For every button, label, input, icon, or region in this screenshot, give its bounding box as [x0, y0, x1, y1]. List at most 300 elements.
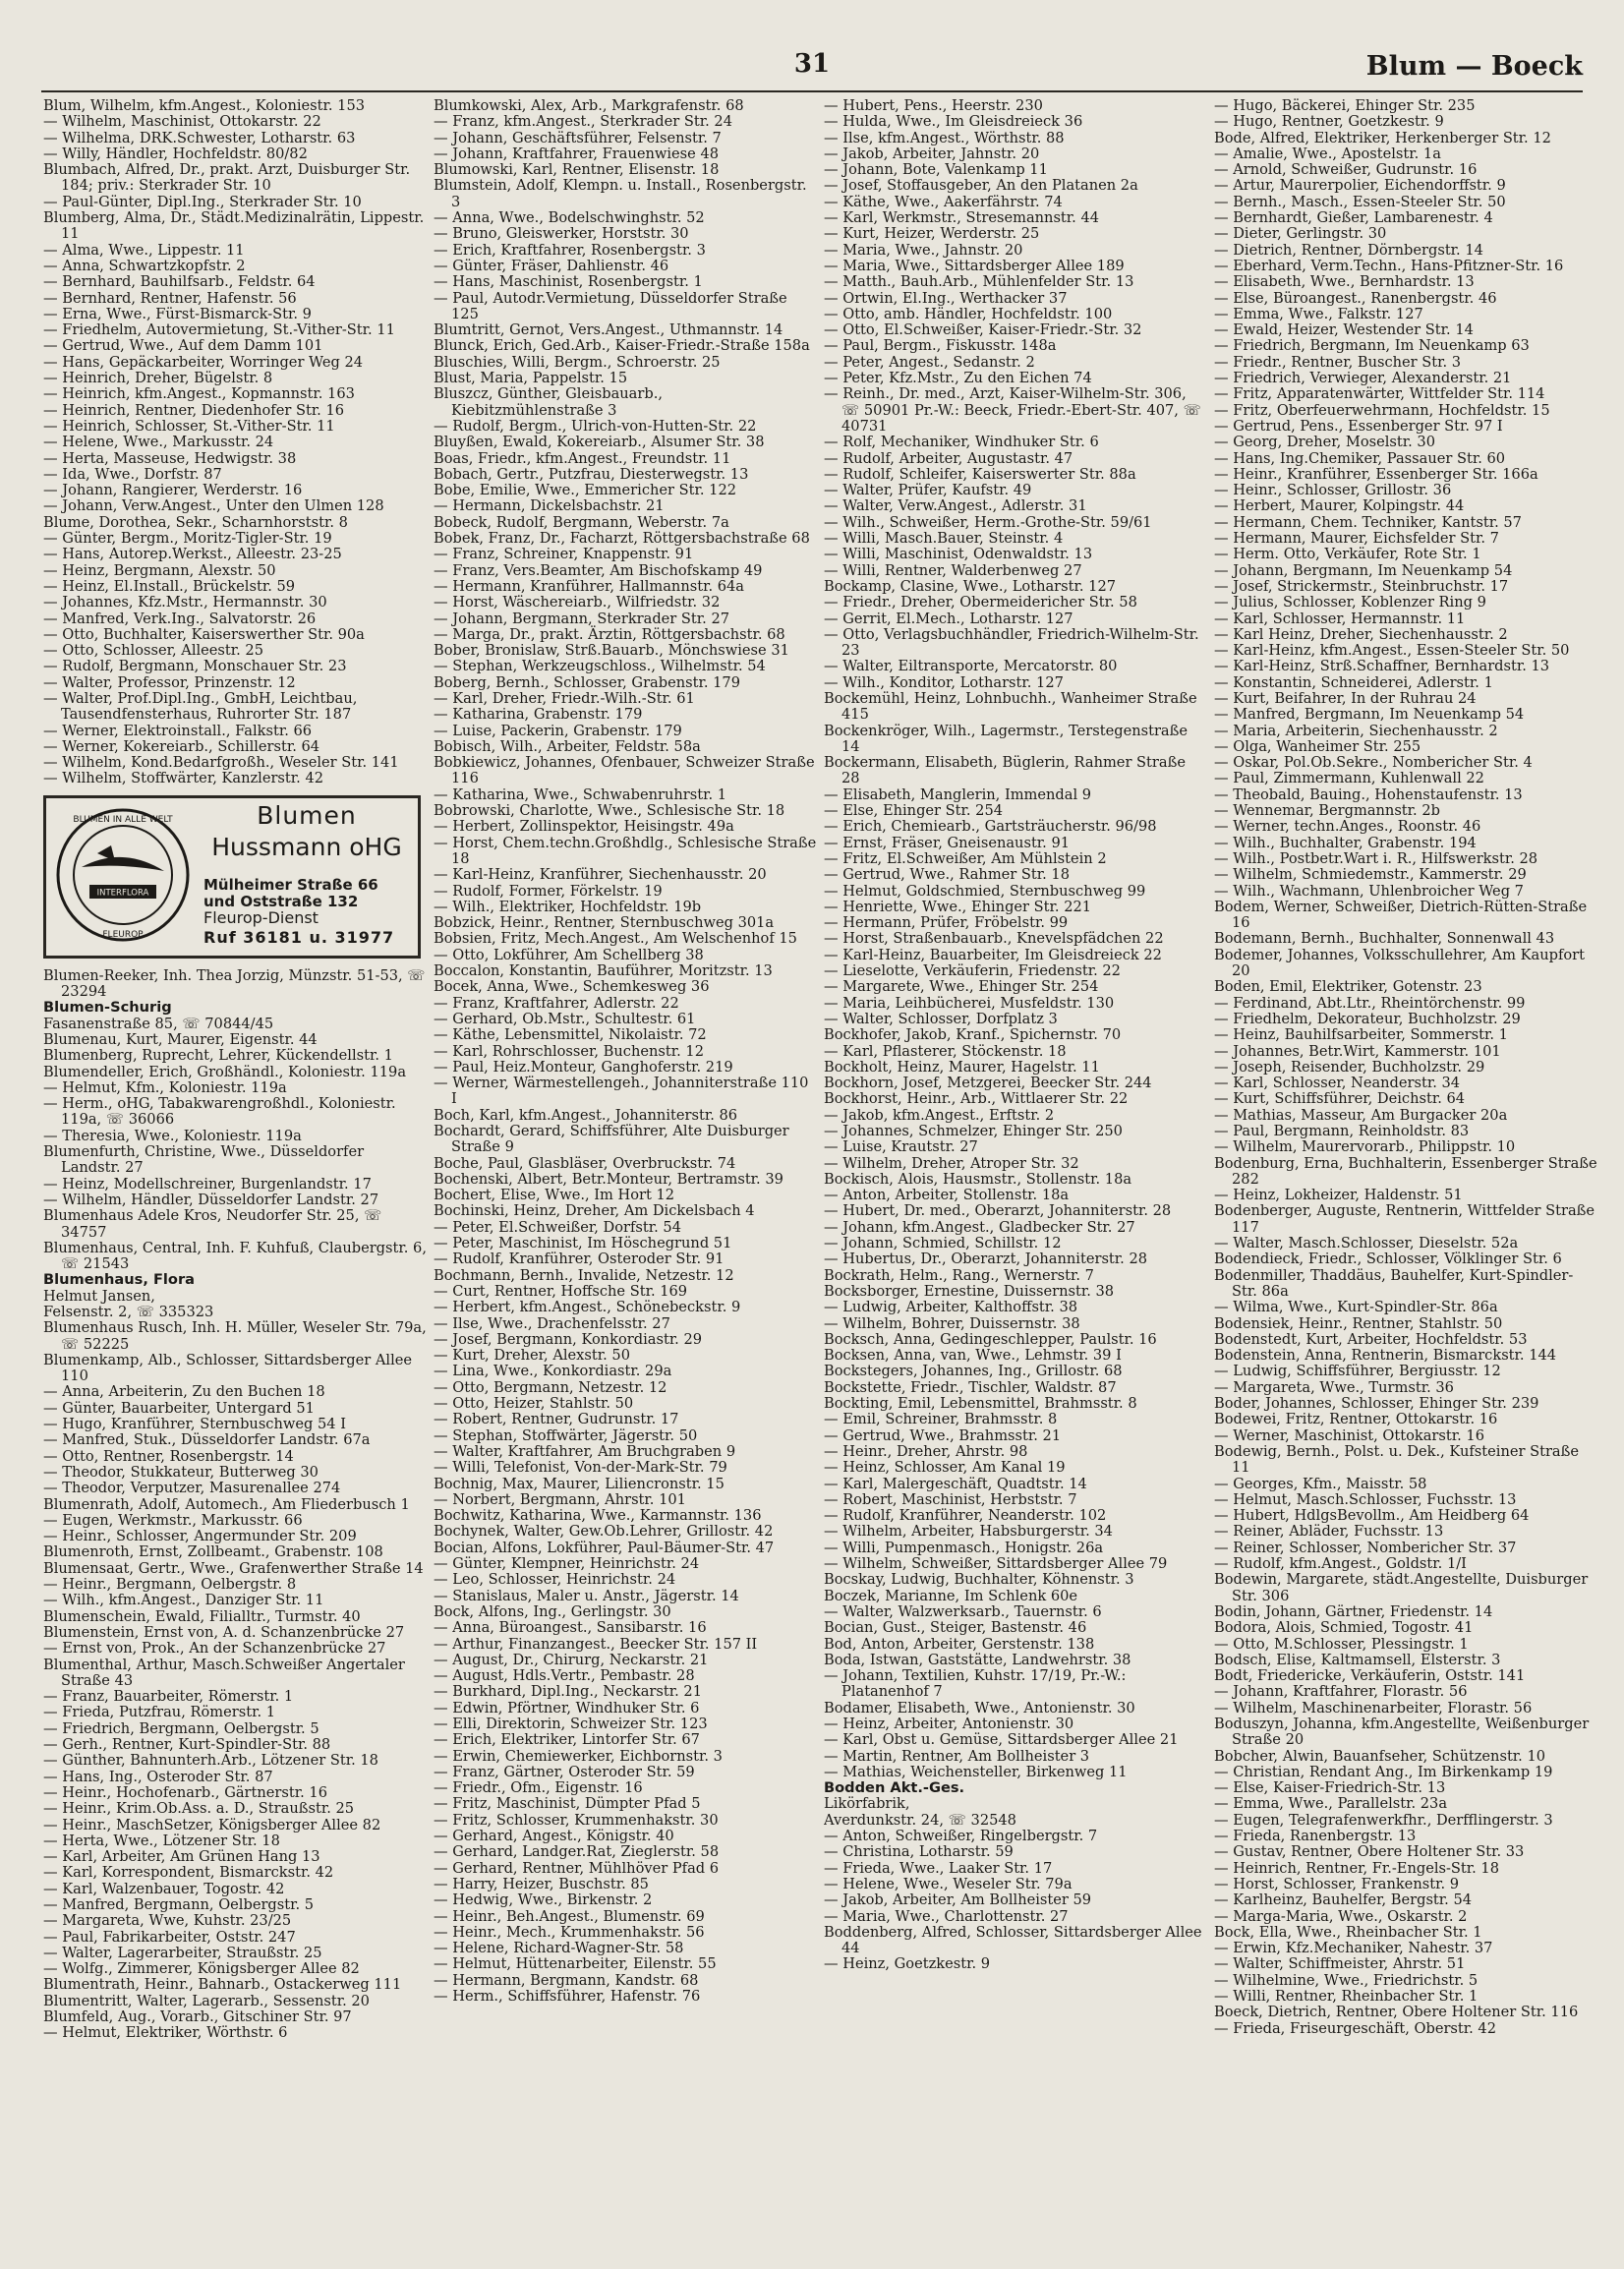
- ring-text: BLUMEN IN ALLE WELT: [73, 814, 173, 825]
- directory-entry: — Paul-Günter, Dipl.Ing., Sterkrader Str. 10: [43, 193, 362, 210]
- directory-entry: — Otto, Buchhalter, Kaiserswerther Str. 90a: [43, 625, 365, 643]
- directory-entry: Bluschies, Willi, Bergm., Schroerstr. 25: [434, 353, 721, 371]
- directory-entry: Blumenhaus, Flora: [43, 1271, 195, 1289]
- directory-entry: — Paul, Autodr.Vermietung, Düsseldorfer Straße 125: [434, 289, 787, 322]
- directory-entry: — Hulda, Wwe., Im Gleisdreieck 36: [824, 113, 1083, 131]
- directory-entry: — Franz, Vers.Beamter, Am Bischofskamp 49: [434, 561, 763, 579]
- directory-entry: — Hans, Ing.Chemiker, Passauer Str. 60: [1214, 449, 1506, 467]
- directory-entry: — Wilhelmine, Wwe., Friedrichstr. 5: [1214, 1971, 1479, 1989]
- directory-entry: — Walter, Lagerarbeiter, Straußstr. 25: [43, 1944, 322, 1961]
- directory-entry: Bochmann, Bernh., Invalide, Netzestr. 12: [434, 1266, 734, 1284]
- directory-entry: — Marga-Maria, Wwe., Oskarstr. 2: [1214, 1907, 1468, 1925]
- directory-entry: — Hermann, Prüfer, Fröbelstr. 99: [824, 914, 1069, 932]
- directory-entry: — Lina, Wwe., Konkordiastr. 29a: [434, 1363, 672, 1380]
- directory-entry: — Arthur, Finanzangest., Beecker Str. 157 II: [434, 1635, 758, 1653]
- directory-entry: — Gerhard, Angest., Königstr. 40: [434, 1828, 674, 1845]
- directory-entry: Bockstette, Friedr., Tischler, Waldstr. 87: [824, 1378, 1117, 1396]
- directory-entry: Bobeck, Rudolf, Bergmann, Weberstr. 7a: [434, 513, 729, 531]
- directory-entry: Blunck, Erich, Ged.Arb., Kaiser-Friedr.-Straße 158a: [434, 337, 810, 355]
- directory-entry: — Heinz, El.Install., Brückelstr. 59: [43, 577, 296, 595]
- directory-entry: — Robert, Rentner, Gudrunstr. 17: [434, 1411, 679, 1428]
- directory-entry: — Hermann, Bergmann, Kandstr. 68: [434, 1971, 699, 1989]
- directory-entry: — Karl, Korrespondent, Bismarckstr. 42: [43, 1864, 334, 1882]
- directory-entry: — Karl, Dreher, Friedr.-Wilh.-Str. 61: [434, 689, 695, 707]
- directory-entry: — Eberhard, Verm.Techn., Hans-Pfitzner-Str. 16: [1214, 257, 1564, 274]
- directory-entry: — Curt, Rentner, Hoffsche Str. 169: [434, 1282, 688, 1300]
- directory-entry: — Karl, Schlosser, Hermannstr. 11: [1214, 610, 1466, 627]
- directory-entry: — Herbert, kfm.Angest., Schönebeckstr. 9: [434, 1299, 741, 1316]
- directory-entry: Bocek, Anna, Wwe., Schemkesweg 36: [434, 978, 710, 996]
- directory-entry: Fasanenstraße 85, ☏ 70844/45: [43, 1015, 274, 1032]
- directory-entry: — Rudolf, Kranführer, Osteroder Str. 91: [434, 1251, 725, 1268]
- directory-entry: — Katharina, Wwe., Schwabenruhrstr. 1: [434, 785, 727, 803]
- directory-entry: Blumentritt, Walter, Lagerarb., Sessenstr. 20: [43, 1992, 370, 2009]
- directory-entry: Boche, Paul, Glasbläser, Overbruckstr. 74: [434, 1154, 736, 1172]
- directory-entry: — Karl Heinz, Dreher, Siechenhausstr. 2: [1214, 625, 1508, 643]
- column-2: [434, 98, 817, 2256]
- directory-entry: Bodemann, Bernh., Buchhalter, Sonnenwall 43: [1214, 930, 1555, 948]
- directory-entry: — Heinr., Schlosser, Angermunder Str. 209: [43, 1528, 357, 1545]
- directory-entry: — Johann, Textilien, Kuhstr. 17/19, Pr.-W.: Platanenhof 7: [824, 1667, 1127, 1701]
- directory-entry: — Walter, Verw.Angest., Adlerstr. 31: [824, 497, 1087, 515]
- advert-service: Fleurop-Dienst: [203, 907, 319, 927]
- directory-entry: — Theodor, Stukkateur, Butterweg 30: [43, 1463, 319, 1481]
- directory-entry: Bocksch, Anna, Gedingeschlepper, Paulstr. 16: [824, 1330, 1157, 1348]
- directory-entry: — Erwin, Chemiewerker, Eichbornstr. 3: [434, 1747, 723, 1765]
- directory-entry: Blumenau, Kurt, Maurer, Eigenstr. 44: [43, 1030, 318, 1048]
- directory-entry: Bobach, Gertr., Putzfrau, Diesterwegstr. 13: [434, 465, 749, 483]
- directory-entry: — Karl, Malergeschäft, Quadtstr. 14: [824, 1475, 1087, 1492]
- directory-entry: Bocksborger, Ernestine, Duissernstr. 38: [824, 1282, 1115, 1300]
- directory-entry: — Reinh., Dr. med., Arzt, Kaiser-Wilhelm-Str. 306, ☏ 50901 Pr.-W.: Beeck, Friedr.-Ebert-Str. 407, ☏ 40731: [824, 385, 1201, 435]
- directory-entry: — Margarete, Wwe., Ehinger Str. 254: [824, 978, 1099, 996]
- directory-entry: — Luise, Krautstr. 27: [824, 1138, 978, 1156]
- directory-entry: — Franz, Kraftfahrer, Adlerstr. 22: [434, 994, 679, 1012]
- directory-entry: — Helene, Wwe., Markusstr. 24: [43, 434, 274, 451]
- ring-bottom-text: FLEUROP: [102, 929, 144, 940]
- directory-entry: — Willi, Pumpenmasch., Honigstr. 26a: [824, 1539, 1104, 1556]
- directory-entry: — Maria, Wwe., Jahnstr. 20: [824, 241, 1023, 259]
- directory-entry: — Gertrud, Wwe., Rahmer Str. 18: [824, 866, 1071, 884]
- directory-entry: Boddenberg, Alfred, Schlosser, Sittardsberger Allee 44: [824, 1923, 1202, 1957]
- column-4: [1214, 98, 1597, 2256]
- directory-entry: — Ludwig, Schiffsführer, Bergiusstr. 12: [1214, 1363, 1501, 1380]
- directory-entry: Blumen-Schurig: [43, 999, 172, 1017]
- directory-entry: — Leo, Schlosser, Heinrichstr. 24: [434, 1571, 676, 1589]
- directory-entry: — Paul, Zimmermann, Kuhlenwall 22: [1214, 770, 1484, 787]
- directory-entry: — Wilhelm, Schweißer, Sittardsberger Allee 79: [824, 1555, 1168, 1573]
- directory-entry: — Christina, Lotharstr. 59: [824, 1843, 1014, 1861]
- directory-entry: — Heinz, Bergmann, Alexstr. 50: [43, 561, 276, 579]
- directory-entry: — Wilhelm, Arbeiter, Habsburgerstr. 34: [824, 1523, 1113, 1541]
- directory-entry: — Friedr., Dreher, Obermeidericher Str. 58: [824, 594, 1137, 611]
- directory-entry: — Gerhard, Rentner, Mühlhöver Pfad 6: [434, 1859, 720, 1877]
- directory-entry: — Heinr., Dreher, Ahrstr. 98: [824, 1442, 1028, 1460]
- directory-entry: — Hedwig, Wwe., Birkenstr. 2: [434, 1891, 653, 1909]
- directory-entry: — Johann, Bergmann, Sterkrader Str. 27: [434, 610, 730, 627]
- directory-entry: — Erich, Elektriker, Lintorfer Str. 67: [434, 1731, 700, 1749]
- directory-entry: — Heinr., Hochofenarb., Gärtnerstr. 16: [43, 1783, 327, 1801]
- directory-entry: — Franz, Bauarbeiter, Römerstr. 1: [43, 1688, 294, 1706]
- directory-entry: Bobrowski, Charlotte, Wwe., Schlesische Str. 18: [434, 802, 785, 820]
- directory-entry: — Käthe, Wwe., Aakerfährstr. 74: [824, 193, 1063, 210]
- directory-entry: Boccalon, Konstantin, Bauführer, Moritzstr. 13: [434, 962, 773, 980]
- directory-entry: — Ernst, Fräser, Gneisenaustr. 91: [824, 834, 1071, 851]
- directory-entry: — August, Hdls.Vertr., Pembastr. 28: [434, 1667, 695, 1685]
- directory-entry: Bochardt, Gerard, Schiffsführer, Alte Duisburger Straße 9: [434, 1123, 789, 1156]
- directory-entry: — Gerh., Rentner, Kurt-Spindler-Str. 88: [43, 1736, 331, 1754]
- directory-entry: — Eugen, Telegrafenwerkfhr., Derfflingerstr. 3: [1214, 1811, 1553, 1829]
- advert-name-2: Hussmann oHG: [211, 832, 402, 861]
- directory-entry: — Karl, Schlosser, Neanderstr. 34: [1214, 1075, 1461, 1092]
- directory-entry: — Peter, Maschinist, Im Höschegrund 51: [434, 1235, 732, 1252]
- directory-entry: — Karl, Obst u. Gemüse, Sittardsberger Allee 21: [824, 1731, 1179, 1749]
- directory-entry: Bockstegers, Johannes, Ing., Grillostr. 68: [824, 1363, 1123, 1380]
- directory-entry: — Mathias, Weichensteller, Birkenweg 11: [824, 1763, 1128, 1780]
- directory-entry: Bodem, Werner, Schweißer, Dietrich-Rütten-Straße 16: [1214, 898, 1588, 932]
- directory-entry: — Peter, El.Schweißer, Dorfstr. 54: [434, 1218, 681, 1236]
- directory-entry: — Heinrich, Dreher, Bügelstr. 8: [43, 370, 273, 387]
- directory-entry: Bode, Alfred, Elektriker, Herkenberger Str. 12: [1214, 129, 1551, 146]
- directory-entry: — Rudolf, Schleifer, Kaiserswerter Str. 88a: [824, 465, 1136, 483]
- directory-entry: — Hubertus, Dr., Oberarzt, Johanniterstr. 28: [824, 1251, 1148, 1268]
- directory-entry: — Heinz, Goetzkestr. 9: [824, 1955, 991, 1973]
- directory-entry: Blum, Wilhelm, kfm.Angest., Koloniestr. 153: [43, 98, 366, 114]
- directory-entry: — Werner, techn.Anges., Roonstr. 46: [1214, 818, 1481, 836]
- directory-entry: — Reiner, Abläder, Fuchsstr. 13: [1214, 1523, 1444, 1541]
- directory-entry: — Else, Büroangest., Ranenbergstr. 46: [1214, 289, 1497, 307]
- directory-entry: — Hermann, Kranführer, Hallmannstr. 64a: [434, 577, 745, 595]
- directory-entry: Bockhofer, Jakob, Kranf., Spichernstr. 70: [824, 1026, 1122, 1044]
- directory-entry: Bockholt, Heinz, Maurer, Hagelstr. 11: [824, 1058, 1100, 1076]
- directory-entry: Boder, Johannes, Schlosser, Ehinger Str. 239: [1214, 1395, 1539, 1413]
- directory-entry: Boberg, Bernh., Schlosser, Grabenstr. 179: [434, 673, 740, 691]
- directory-entry: — Reiner, Schlosser, Nombericher Str. 37: [1214, 1539, 1517, 1556]
- directory-entry: Bluyßen, Ewald, Kokereiarb., Alsumer Str. 38: [434, 434, 765, 451]
- directory-entry: — Ludwig, Arbeiter, Kalthoffstr. 38: [824, 1299, 1078, 1316]
- florist-advertisement: [43, 795, 421, 959]
- directory-entry: — Manfred, Stuk., Düsseldorfer Landstr. 67a: [43, 1431, 371, 1449]
- directory-entry: — Ilse, Wwe., Drachenfelsstr. 27: [434, 1314, 670, 1332]
- directory-entry: — Paul, Bergmann, Reinholdstr. 83: [1214, 1123, 1470, 1139]
- directory-entry: — Hubert, HdlgsBevollm., Am Heidberg 64: [1214, 1507, 1530, 1525]
- directory-entry: — Paul, Heiz.Monteur, Ganghoferstr. 219: [434, 1058, 733, 1076]
- directory-entry: — Johann, Geschäftsführer, Felsenstr. 7: [434, 129, 722, 146]
- directory-entry: Blumenrath, Adolf, Automech., Am Fliederbusch 1: [43, 1495, 410, 1513]
- directory-entry: — Wilh., Elektriker, Hochfeldstr. 19b: [434, 898, 702, 915]
- directory-entry: — Werner, Elektroinstall., Falkstr. 66: [43, 722, 313, 739]
- directory-entry: — Bruno, Gleiswerker, Horststr. 30: [434, 225, 689, 243]
- directory-entry: Bobek, Franz, Dr., Facharzt, Röttgersbachstraße 68: [434, 530, 810, 548]
- directory-entry: Bochwitz, Katharina, Wwe., Karmannstr. 136: [434, 1507, 762, 1525]
- directory-entry: Bocskay, Ludwig, Buchhalter, Köhnenstr. 3: [824, 1571, 1134, 1589]
- directory-entry: — Bernhard, Bauhilfsarb., Feldstr. 64: [43, 273, 316, 291]
- directory-entry: — Wilhelm, Maschinenarbeiter, Florastr. 56: [1214, 1699, 1533, 1716]
- directory-entry: — Dieter, Gerlingstr. 30: [1214, 225, 1387, 243]
- directory-entry: — Rolf, Mechaniker, Windhuker Str. 6: [824, 434, 1099, 451]
- directory-entry: — Johannes, Betr.Wirt, Kammerstr. 101: [1214, 1042, 1501, 1060]
- directory-entry: — Helmut, Masch.Schlosser, Fuchsstr. 13: [1214, 1490, 1517, 1508]
- directory-entry: Bluszcz, Günther, Gleisbauarb., Kiebitzmühlenstraße 3: [434, 385, 663, 419]
- directory-entry: — Werner, Wärmestellengeh., Johanniterstraße 110 I: [434, 1075, 809, 1108]
- directory-entry: — Bernh., Masch., Essen-Steeler Str. 50: [1214, 193, 1506, 210]
- directory-entry: — Günter, Fräser, Dahlienstr. 46: [434, 257, 669, 274]
- directory-entry: Blumbach, Alfred, Dr., prakt. Arzt, Duisburger Str. 184; priv.: Sterkrader Str. 10: [43, 161, 411, 195]
- directory-entry: Blumenroth, Ernst, Zollbeamt., Grabenstr. 108: [43, 1543, 383, 1561]
- directory-entry: — Ewald, Heizer, Westender Str. 14: [1214, 321, 1474, 339]
- directory-entry: — Werner, Maschinist, Ottokarstr. 16: [1214, 1426, 1484, 1444]
- directory-entry: Blumfeld, Aug., Vorarb., Gitschiner Str. 97: [43, 2008, 352, 2026]
- directory-entry: — Maria, Arbeiterin, Siechenhausstr. 2: [1214, 722, 1498, 739]
- directory-entry: — Bernhardt, Gießer, Lambarenestr. 4: [1214, 209, 1493, 227]
- directory-entry: — Otto, M.Schlosser, Plessingstr. 1: [1214, 1635, 1469, 1653]
- directory-entry: — Otto, El.Schweißer, Kaiser-Friedr.-Str. 32: [824, 321, 1142, 339]
- directory-entry: — Fritz, El.Schweißer, Am Mühlstein 2: [824, 849, 1107, 867]
- directory-entry: — Paul, Fabrikarbeiter, Oststr. 247: [43, 1928, 296, 1946]
- directory-entry: — Jakob, Arbeiter, Jahnstr. 20: [824, 145, 1040, 162]
- directory-entry: — Hans, Autorep.Werkst., Alleestr. 23-25: [43, 546, 342, 563]
- directory-entry: Bockisch, Alois, Hausmstr., Stollenstr. 18a: [824, 1170, 1132, 1188]
- directory-entry: — Eugen, Werkmstr., Markusstr. 66: [43, 1511, 303, 1529]
- directory-entry: — Hubert, Pens., Heerstr. 230: [824, 98, 1043, 114]
- directory-entry: — Jakob, Arbeiter, Am Bollheister 59: [824, 1891, 1092, 1909]
- directory-entry: Bodenstedt, Kurt, Arbeiter, Hochfeldstr. 53: [1214, 1330, 1528, 1348]
- directory-entry: Bochenski, Albert, Betr.Monteur, Bertramstr. 39: [434, 1170, 783, 1188]
- directory-entry: — Katharina, Grabenstr. 179: [434, 706, 643, 724]
- directory-entry: — Karl, Arbeiter, Am Grünen Hang 13: [43, 1848, 320, 1866]
- directory-entry: — Karl, Walzenbauer, Togostr. 42: [43, 1880, 285, 1897]
- column-1: [43, 98, 427, 2256]
- directory-entry: — Manfred, Bergmann, Im Neuenkamp 54: [1214, 706, 1525, 724]
- directory-entry: — Karlheinz, Bauhelfer, Bergstr. 54: [1214, 1891, 1473, 1909]
- directory-entry: — Herta, Wwe., Lötzener Str. 18: [43, 1832, 280, 1849]
- advert-phone: Ruf 36181 u. 31977: [203, 927, 395, 947]
- header-rule: [41, 90, 1583, 92]
- directory-entry: — Wilhelm, Bohrer, Duissernstr. 38: [824, 1314, 1080, 1332]
- directory-entry: Bodensiek, Heinr., Rentner, Stahlstr. 50: [1214, 1314, 1503, 1332]
- directory-entry: — Elli, Direktorin, Schweizer Str. 123: [434, 1715, 708, 1732]
- directory-entry: — Bernhard, Rentner, Hafenstr. 56: [43, 289, 297, 307]
- directory-entry: — Wilma, Wwe., Kurt-Spindler-Str. 86a: [1214, 1299, 1498, 1316]
- directory-entry: — Herm. Otto, Verkäufer, Rote Str. 1: [1214, 546, 1481, 563]
- directory-entry: Bodewig, Bernh., Polst. u. Dek., Kufsteiner Straße 11: [1214, 1442, 1580, 1477]
- directory-entry: — Ortwin, El.Ing., Werthacker 37: [824, 289, 1068, 307]
- directory-entry: Blumkowski, Alex, Arb., Markgrafenstr. 68: [434, 98, 744, 114]
- directory-entry: — Helmut, Elektriker, Wörthstr. 6: [43, 2024, 288, 2042]
- directory-entry: — Karl-Heinz, kfm.Angest., Essen-Steeler Str. 50: [1214, 642, 1570, 660]
- directory-entry: — Willi, Telefonist, Von-der-Mark-Str. 79: [434, 1459, 727, 1477]
- directory-entry: — Burkhard, Dipl.Ing., Neckarstr. 21: [434, 1683, 702, 1701]
- directory-entry: — Wilh., Buchhalter, Grabenstr. 194: [1214, 834, 1477, 851]
- directory-entry: — Wilh., kfm.Angest., Danziger Str. 11: [43, 1592, 324, 1609]
- directory-entry: Bobkiewicz, Johannes, Ofenbauer, Schweizer Straße 116: [434, 754, 815, 787]
- directory-entry: Bockemühl, Heinz, Lohnbuchh., Wanheimer Straße 415: [824, 689, 1197, 724]
- directory-entry: — Franz, Schreiner, Knappenstr. 91: [434, 546, 694, 563]
- directory-entry: — Else, Kaiser-Friedrich-Str. 13: [1214, 1779, 1446, 1797]
- directory-entry: — Johannes, Schmelzer, Ehinger Str. 250: [824, 1123, 1123, 1139]
- directory-entry: Blumowski, Karl, Rentner, Elisenstr. 18: [434, 161, 720, 179]
- directory-entry: — Oskar, Pol.Ob.Sekre., Nombericher Str. 4: [1214, 754, 1533, 772]
- directory-entry: — Horst, Schlosser, Frankenstr. 9: [1214, 1875, 1460, 1892]
- directory-entry: — Josef, Strickermstr., Steinbruchstr. 17: [1214, 577, 1509, 595]
- directory-entry: — Otto, Schlosser, Alleestr. 25: [43, 642, 263, 660]
- directory-entry: Bockenkröger, Wilh., Lagermstr., Terstegenstraße 14: [824, 722, 1189, 755]
- directory-entry: — Wilhelm, Maurervorarb., Philippstr. 10: [1214, 1138, 1516, 1156]
- directory-entry: Boeck, Dietrich, Rentner, Obere Holtener Str. 116: [1214, 2004, 1579, 2021]
- advert-name-1: Blumen: [257, 800, 357, 830]
- directory-entry: — Theresia, Wwe., Koloniestr. 119a: [43, 1127, 302, 1144]
- directory-entry: — Walter, Prüfer, Kaufstr. 49: [824, 482, 1032, 499]
- directory-entry: Boch, Karl, kfm.Angest., Johanniterstr. 86: [434, 1106, 738, 1124]
- directory-entry: — Herbert, Zollinspektor, Heisingstr. 49a: [434, 818, 734, 836]
- directory-entry: — Kurt, Beifahrer, In der Ruhrau 24: [1214, 689, 1477, 707]
- directory-entry: — Rudolf, Arbeiter, Augustastr. 47: [824, 449, 1073, 467]
- directory-entry: — Ida, Wwe., Dorfstr. 87: [43, 465, 222, 483]
- directory-entry: — Heinz, Bauhilfsarbeiter, Sommerstr. 1: [1214, 1026, 1508, 1044]
- directory-entry: — Heinr., Krim.Ob.Ass. a. D., Straußstr. 25: [43, 1800, 355, 1818]
- directory-entry: — Anna, Wwe., Bodelschwinghstr. 52: [434, 209, 705, 227]
- directory-entry: — Horst, Wäschereiarb., Wilfriedstr. 32: [434, 594, 721, 611]
- directory-entry: — Hermann, Maurer, Eichsfelder Str. 7: [1214, 530, 1499, 548]
- directory-entry: Bochert, Elise, Wwe., Im Hort 12: [434, 1187, 675, 1204]
- column-3: [824, 98, 1207, 2256]
- directory-entry: — Olga, Wanheimer Str. 255: [1214, 737, 1421, 755]
- directory-entry: — Elisabeth, Manglerin, Immendal 9: [824, 785, 1092, 803]
- directory-entry: Boduszyn, Johanna, kfm.Angestellte, Weißenburger Straße 20: [1214, 1715, 1590, 1749]
- directory-entry: Bodewei, Fritz, Rentner, Ottokarstr. 16: [1214, 1411, 1498, 1428]
- directory-entry: — Erwin, Kfz.Mechaniker, Nahestr. 37: [1214, 1940, 1493, 1957]
- directory-entry: — Christian, Rendant Ang., Im Birkenkamp 19: [1214, 1763, 1553, 1780]
- directory-entry: — Gerhard, Ob.Mstr., Schultestr. 61: [434, 1010, 696, 1027]
- directory-entry: — Norbert, Bergmann, Ahrstr. 101: [434, 1490, 686, 1508]
- directory-entry: Helmut Jansen,: [43, 1287, 155, 1305]
- directory-entry: — Erich, Kraftfahrer, Rosenbergstr. 3: [434, 241, 706, 259]
- directory-entry: Felsenstr. 2, ☏ 335323: [43, 1304, 214, 1320]
- directory-entry: — Stanislaus, Maler u. Anstr., Jägerstr. 14: [434, 1587, 739, 1604]
- directory-entry: Bodora, Alois, Schmied, Togostr. 41: [1214, 1619, 1474, 1637]
- directory-entry: — Friedrich, Bergmann, Im Neuenkamp 63: [1214, 337, 1530, 355]
- directory-entry: — Herm., Schiffsführer, Hafenstr. 76: [434, 1988, 701, 2006]
- directory-entry: — Stephan, Werkzeugschloss., Wilhelmstr. 54: [434, 658, 766, 675]
- directory-entry: — Willi, Maschinist, Odenwaldstr. 13: [824, 546, 1093, 563]
- directory-entry: — Rudolf, Bergm., Ulrich-von-Hutten-Str. 22: [434, 417, 757, 435]
- directory-entry: — Fritz, Schlosser, Krummenhakstr. 30: [434, 1811, 719, 1829]
- directory-entry: — Günter, Bergm., Moritz-Tigler-Str. 19: [43, 530, 332, 548]
- directory-entry: — Helmut, Kfm., Koloniestr. 119a: [43, 1078, 287, 1096]
- directory-entry: — Dietrich, Rentner, Dörnbergstr. 14: [1214, 241, 1483, 259]
- directory-entry: — Karl-Heinz, Kranführer, Siechenhausstr. 20: [434, 866, 767, 884]
- directory-entry: — Hermann, Chem. Techniker, Kantstr. 57: [1214, 513, 1522, 531]
- directory-entry: Blumenthal, Arthur, Masch.Schweißer Angertaler Straße 43: [43, 1656, 405, 1689]
- directory-entry: — Else, Ehinger Str. 254: [824, 802, 1004, 820]
- directory-entry: — Wilhelm, Händler, Düsseldorfer Landstr. 27: [43, 1191, 379, 1208]
- directory-entry: — Luise, Packerin, Grabenstr. 179: [434, 722, 682, 739]
- directory-entry: — Wilhelm, Kond.Bedarfgroßh., Weseler Str. 141: [43, 754, 399, 772]
- directory-entry: — Karl, Werkmstr., Stresemannstr. 44: [824, 209, 1100, 227]
- directory-entry: — Hans, Maschinist, Rosenbergstr. 1: [434, 273, 703, 291]
- directory-entry: Bochnig, Max, Maurer, Liliencronstr. 15: [434, 1475, 725, 1492]
- directory-entry: — Wilhelm, Maschinist, Ottokarstr. 22: [43, 113, 321, 131]
- directory-entry: Bodenberger, Auguste, Rentnerin, Wittfelder Straße 117: [1214, 1202, 1595, 1236]
- directory-entry: — Friedr., Ofm., Eigenstr. 16: [434, 1779, 643, 1797]
- directory-entry: Blumenstein, Ernst von, A. d. Schanzenbrücke 27: [43, 1623, 405, 1641]
- directory-entry: Bockting, Emil, Lebensmittel, Brahmsstr. 8: [824, 1395, 1137, 1413]
- directory-entry: — Karl-Heinz, Strß.Schaffner, Bernhardstr. 13: [1214, 658, 1550, 675]
- directory-entry: — Maria, Wwe., Sittardsberger Allee 189: [824, 257, 1125, 274]
- directory-entry: Bochinski, Heinz, Dreher, Am Dickelsbach 4: [434, 1202, 755, 1220]
- directory-entry: — Heinz, Arbeiter, Antonienstr. 30: [824, 1715, 1074, 1732]
- directory-entry: Bocian, Alfons, Lokführer, Paul-Bäumer-Str. 47: [434, 1539, 775, 1556]
- directory-entry: — Joseph, Reisender, Buchholzstr. 29: [1214, 1058, 1485, 1076]
- directory-entry: Blumenfurth, Christine, Wwe., Düsseldorfer Landstr. 27: [43, 1143, 365, 1177]
- directory-entry: — Erich, Chemiearb., Gartsträucherstr. 96/98: [824, 818, 1157, 836]
- directory-entry: — Horst, Chem.techn.Großhdlg., Schlesische Straße 18: [434, 834, 817, 867]
- directory-entry: — Hermann, Dickelsbachstr. 21: [434, 497, 665, 515]
- directory-entry: — Frieda, Putzfrau, Römerstr. 1: [43, 1704, 276, 1721]
- directory-entry: — Kurt, Dreher, Alexstr. 50: [434, 1347, 630, 1365]
- directory-entry: — Heinr., Beh.Angest., Blumenstr. 69: [434, 1907, 705, 1925]
- directory-entry: — Johann, Rangierer, Werderstr. 16: [43, 482, 303, 499]
- directory-entry: Bobzick, Heinr., Rentner, Sternbuschweg 301a: [434, 914, 775, 932]
- directory-entry: — Johann, Schmied, Schillstr. 12: [824, 1235, 1062, 1252]
- directory-entry: — Walter, Professor, Prinzenstr. 12: [43, 673, 296, 691]
- directory-entry: Bodenstein, Anna, Rentnerin, Bismarckstr. 144: [1214, 1347, 1557, 1365]
- directory-entry: Bock, Ella, Wwe., Rheinbacher Str. 1: [1214, 1923, 1482, 1941]
- directory-entry: — Georges, Kfm., Maisstr. 58: [1214, 1475, 1427, 1492]
- directory-entry: — Wilhelma, DRK.Schwester, Lotharstr. 63: [43, 129, 356, 146]
- directory-entry: — Hans, Ing., Osteroder Str. 87: [43, 1768, 273, 1785]
- directory-entry: Blumendeller, Erich, Großhändl., Koloniestr. 119a: [43, 1063, 407, 1080]
- directory-entry: Boas, Friedr., kfm.Angest., Freundstr. 11: [434, 449, 731, 467]
- directory-entry: — Margareta, Wwe., Turmstr. 36: [1214, 1378, 1454, 1396]
- directory-entry: — Wilh., Konditor, Lotharstr. 127: [824, 673, 1064, 691]
- directory-entry: Averdunkstr. 24, ☏ 32548: [824, 1811, 1016, 1829]
- directory-entry: — Heinrich, kfm.Angest., Kopmannstr. 163: [43, 385, 355, 403]
- directory-entry: — Otto, Bergmann, Netzestr. 12: [434, 1378, 667, 1396]
- directory-entry: — Heinrich, Schlosser, St.-Vither-Str. 11: [43, 417, 335, 435]
- directory-entry: — Matth., Bauh.Arb., Mühlenfelder Str. 13: [824, 273, 1134, 291]
- directory-entry: — Horst, Straßenbauarb., Knevelspfädchen 22: [824, 930, 1164, 948]
- directory-entry: Boden, Emil, Elektriker, Gotenstr. 23: [1214, 978, 1482, 996]
- directory-entry: — Edwin, Pförtner, Windhuker Str. 6: [434, 1699, 700, 1716]
- directory-entry: Blumberg, Alma, Dr., Städt.Medizinalrätin, Lippestr. 11: [43, 209, 425, 243]
- directory-entry: — Josef, Stoffausgeber, An den Platanen 2a: [824, 177, 1138, 195]
- directory-entry: Blume, Dorothea, Sekr., Scharnhorststr. 8: [43, 513, 348, 531]
- directory-entry: — Heinrich, Rentner, Fr.-Engels-Str. 18: [1214, 1859, 1499, 1877]
- directory-entry: — Peter, Kfz.Mstr., Zu den Eichen 74: [824, 370, 1092, 387]
- directory-entry: Blumenhaus Rusch, Inh. H. Müller, Weseler Str. 79a, ☏ 52225: [43, 1319, 427, 1353]
- directory-entry: Boczek, Marianne, Im Schlenk 60e: [824, 1587, 1078, 1604]
- directory-entry: — Wilh., Wachmann, Uhlenbroicher Weg 7: [1214, 882, 1524, 900]
- directory-entry: — Georg, Dreher, Moselstr. 30: [1214, 434, 1436, 451]
- directory-entry: — Anton, Arbeiter, Stollenstr. 18a: [824, 1187, 1070, 1204]
- advert-address-2: und Oststraße 132: [203, 892, 359, 910]
- directory-entry: Bober, Bronislaw, Strß.Bauarb., Mönchswiese 31: [434, 642, 789, 660]
- directory-entry: — Johann, kfm.Angest., Gladbecker Str. 27: [824, 1218, 1135, 1236]
- directory-entry: — Herta, Masseuse, Hedwigstr. 38: [43, 449, 297, 467]
- directory-entry: — Walter, Schlosser, Dorfplatz 3: [824, 1010, 1058, 1027]
- directory-entry: — Julius, Schlosser, Koblenzer Ring 9: [1214, 594, 1486, 611]
- directory-entry: — Heinr., Bergmann, Oelbergstr. 8: [43, 1576, 297, 1594]
- directory-entry: Bochynek, Walter, Gew.Ob.Lehrer, Grillostr. 42: [434, 1523, 774, 1541]
- directory-entry: Blumentrath, Heinr., Bahnarb., Ostackerweg 111: [43, 1976, 402, 1994]
- directory-entry: Bodt, Friedericke, Verkäuferin, Oststr. 141: [1214, 1667, 1526, 1685]
- directory-entry: Bock, Alfons, Ing., Gerlingstr. 30: [434, 1602, 671, 1620]
- directory-entry: — Wilhelm, Schmiedemstr., Kammerstr. 29: [1214, 866, 1527, 884]
- directory-entry: — Willi, Rentner, Walderbenweg 27: [824, 561, 1082, 579]
- directory-entry: — Konstantin, Schneiderei, Adlerstr. 1: [1214, 673, 1493, 691]
- directory-entry: — Johannes, Kfz.Mstr., Hermannstr. 30: [43, 594, 327, 611]
